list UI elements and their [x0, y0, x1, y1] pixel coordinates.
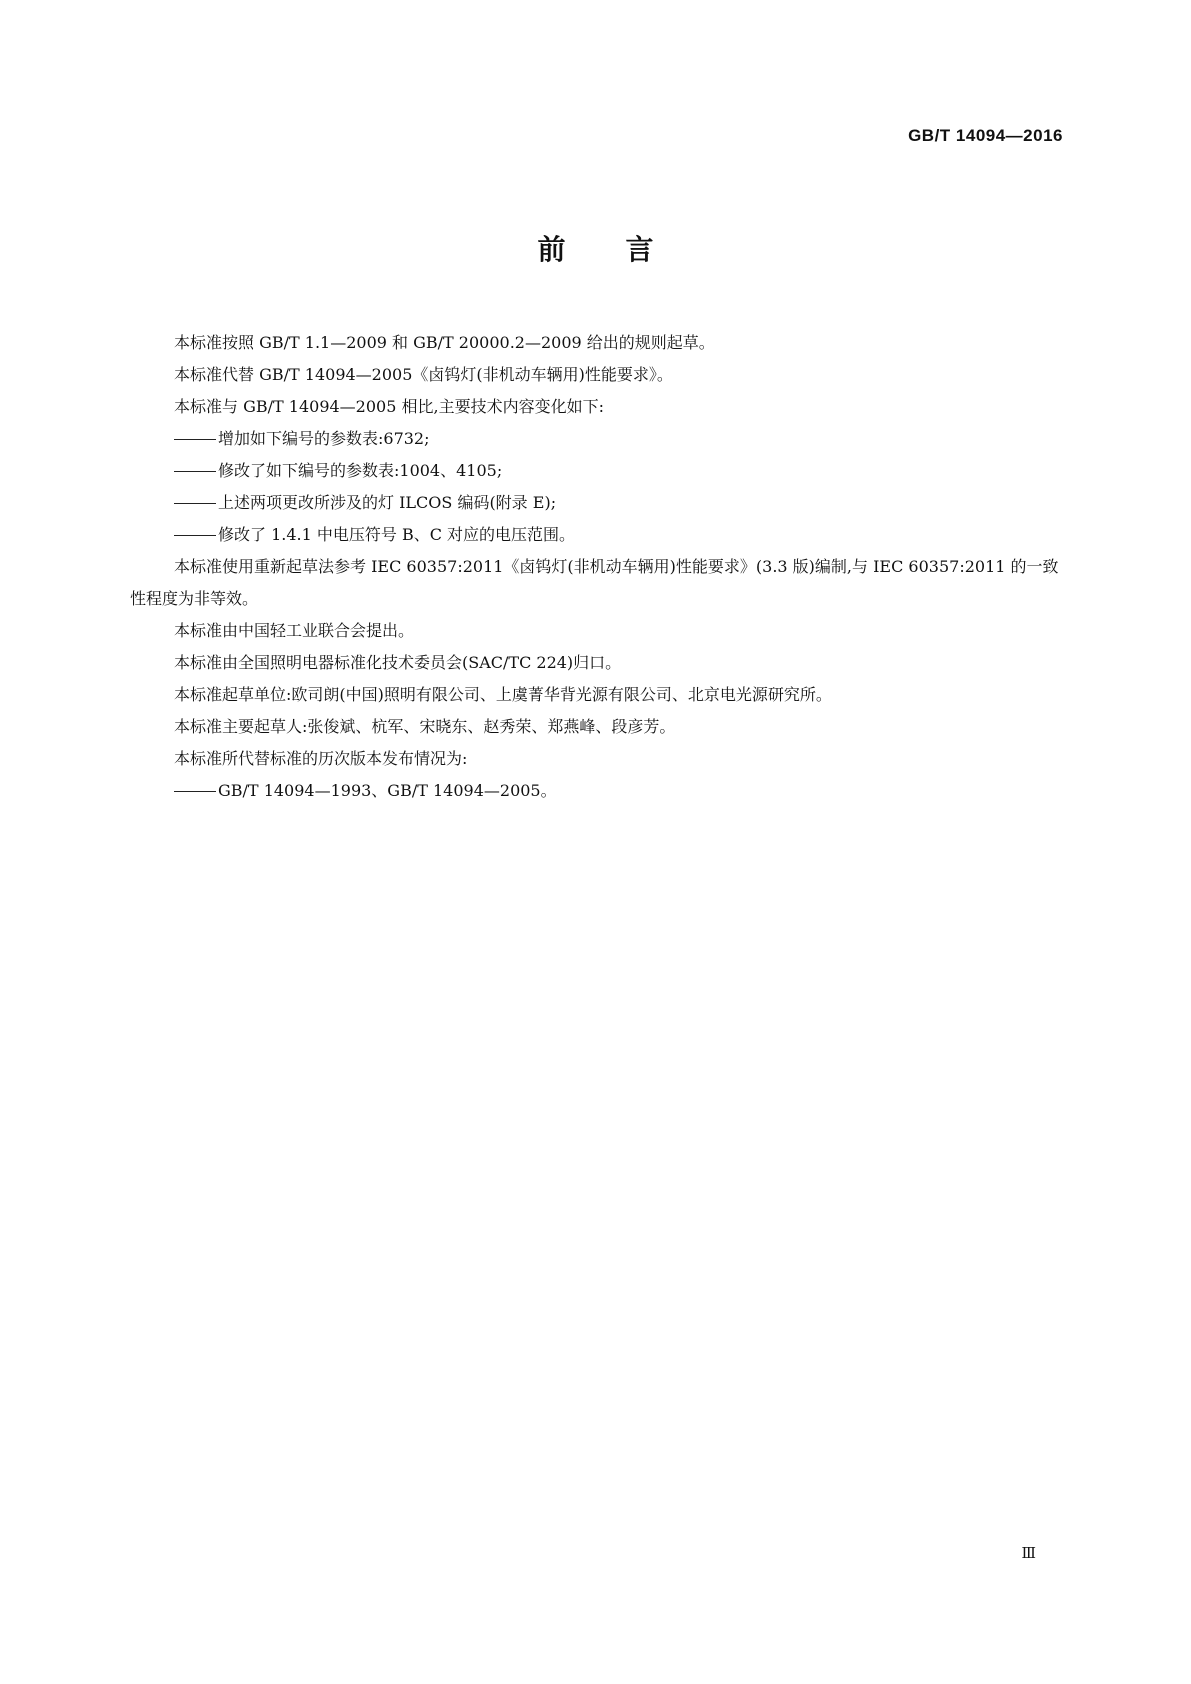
list-item: [130, 775, 1061, 807]
dash-marker: [174, 535, 216, 536]
dash-marker: [174, 439, 216, 440]
paragraph: 本标准按照 GB/T 1.1—2009 和 GB/T 20000.2—2009 给出的规则起草。: [174, 333, 715, 352]
page-number: Ⅲ: [1021, 1544, 1036, 1562]
list-item-text: 增加如下编号的参数表:6732;: [218, 429, 430, 448]
list-item: [130, 423, 1061, 455]
paragraph: 本标准使用重新起草法参考 IEC 60357:2011《卤钨灯(非机动车辆用)性能要求》(3.3 版)编制,与 IEC 60357:2011 的一致性程度为非等效。: [130, 557, 1059, 608]
list-item: [130, 455, 1061, 487]
dash-marker: [174, 791, 216, 792]
dash-marker: [174, 503, 216, 504]
paragraph: 本标准由中国轻工业联合会提出。: [174, 621, 415, 640]
paragraph: 本标准主要起草人:张俊斌、杭军、宋晓东、赵秀荣、郑燕峰、段彦芳。: [174, 717, 676, 736]
list-item-text: 修改了如下编号的参数表:1004、4105;: [218, 461, 503, 480]
list-item-text: GB/T 14094—1993、GB/T 14094—2005。: [218, 781, 557, 800]
list-item: [130, 487, 1061, 519]
paragraph: 本标准起草单位:欧司朗(中国)照明有限公司、上虞菁华背光源有限公司、北京电光源研究所。: [174, 685, 832, 704]
list-item: [130, 519, 1061, 551]
list-item-text: 修改了 1.4.1 中电压符号 B、C 对应的电压范围。: [218, 525, 576, 544]
foreword-body: [130, 327, 1061, 807]
paragraph: 本标准代替 GB/T 14094—2005《卤钨灯(非机动车辆用)性能要求》。: [174, 365, 673, 384]
paragraph: 本标准与 GB/T 14094—2005 相比,主要技术内容变化如下:: [174, 397, 604, 416]
paragraph: 本标准由全国照明电器标准化技术委员会(SAC/TC 224)归口。: [174, 653, 622, 672]
standard-number: GB/T 14094—2016: [908, 126, 1063, 145]
list-item-text: 上述两项更改所涉及的灯 ILCOS 编码(附录 E);: [218, 493, 557, 512]
paragraph: 本标准所代替标准的历次版本发布情况为:: [174, 749, 468, 768]
dash-marker: [174, 471, 216, 472]
page-title: 前言: [537, 233, 714, 266]
